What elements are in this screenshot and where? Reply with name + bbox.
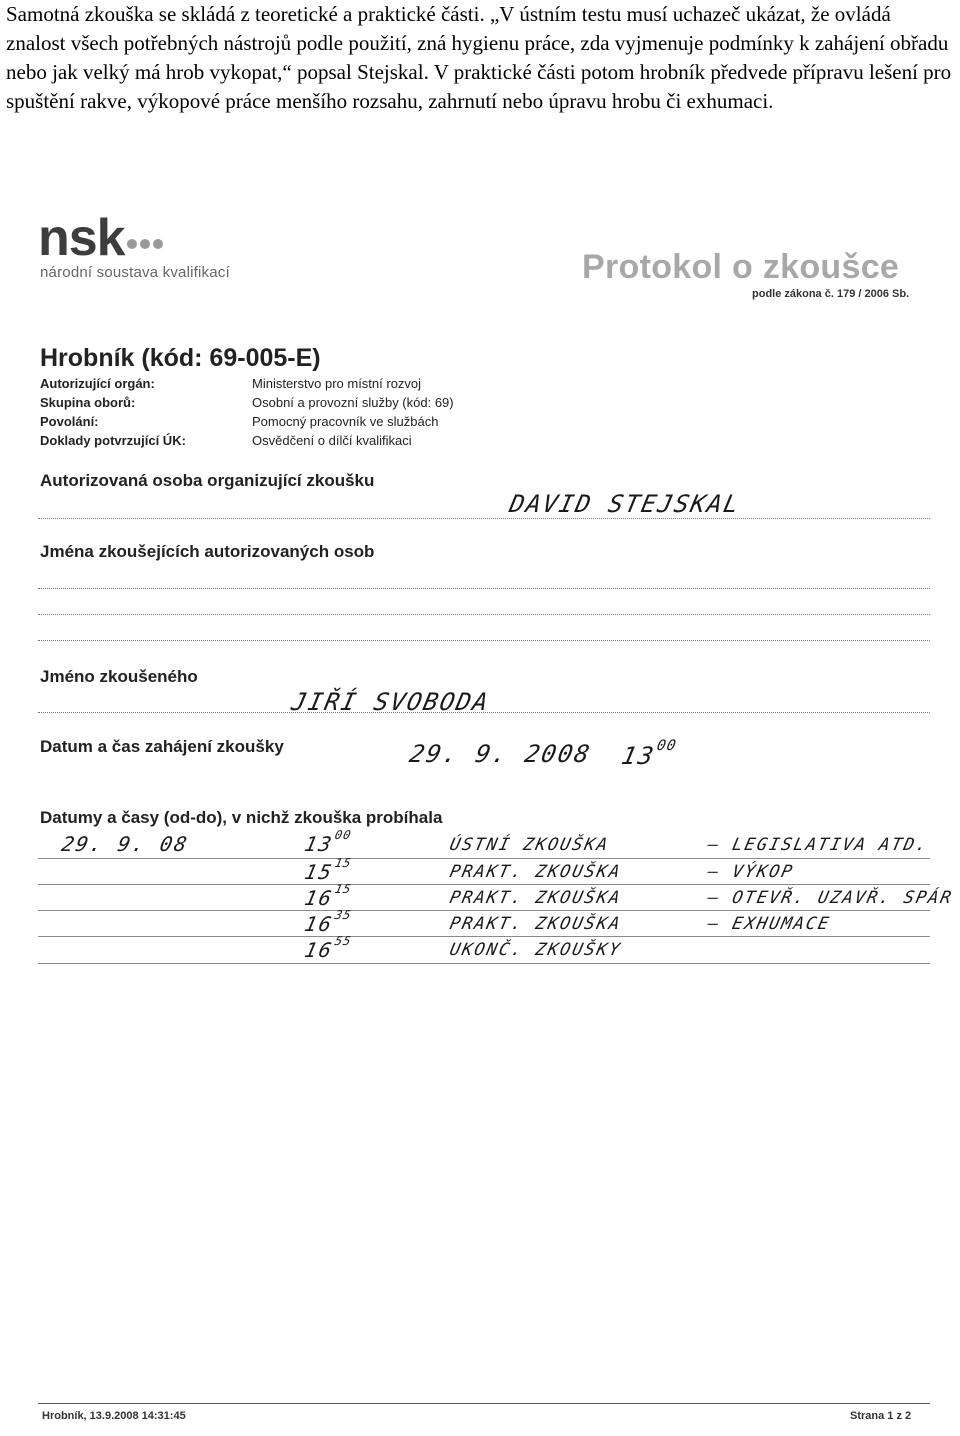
- examiners-label: Jména zkoušejících autorizovaných osob: [40, 542, 375, 561]
- schedule-line: [38, 884, 930, 885]
- info-label-authority: Autorizující orgán:: [40, 376, 155, 391]
- info-value-profession: Pomocný pracovník ve službách: [252, 414, 439, 429]
- schedule-line: [38, 936, 930, 937]
- info-label-profession: Povolání:: [40, 414, 99, 429]
- schedule-label: Datumy a časy (od-do), v nichž zkouška probíhala: [40, 808, 443, 827]
- examinee-line: [38, 712, 930, 713]
- info-label-documents: Doklady potvrzující ÚK:: [40, 433, 186, 448]
- examinee-label: Jméno zkoušeného: [40, 667, 198, 686]
- schedule-time: $16^{35}$: [302, 908, 353, 936]
- occupation-title: Hrobník (kód: 69-005-E): [40, 344, 321, 372]
- start-date: 29. 9. 2008: [407, 740, 594, 768]
- logo-dots-icon: [127, 236, 166, 254]
- schedule-activity: ÚSTNÍ ZKOUŠKA: [447, 835, 612, 855]
- start-time: $13^{00}$: [619, 738, 679, 770]
- schedule-time: $13^{00}$: [302, 828, 353, 856]
- footer-line: [38, 1403, 930, 1404]
- info-value-authority: Ministerstvo pro místní rozvoj: [252, 376, 422, 391]
- start-label: Datum a čas zahájení zkoušky: [40, 737, 284, 756]
- schedule-topic: – VÝKOP: [705, 862, 796, 882]
- schedule-topic: – EXHUMACE: [705, 914, 833, 934]
- examiners-line-1: [38, 588, 930, 589]
- schedule-time: $16^{15}$: [302, 882, 353, 910]
- schedule-activity: PRAKT. ZKOUŠKA: [447, 914, 624, 934]
- schedule-time: $15^{15}$: [302, 856, 353, 884]
- schedule-activity: UKONČ. ZKOUŠKY: [447, 940, 624, 960]
- info-value-documents: Osvědčení o dílčí kvalifikaci: [252, 433, 412, 448]
- schedule-topic: – LEGISLATIVA ATD.: [705, 835, 931, 855]
- schedule-time: $16^{55}$: [302, 934, 353, 962]
- logo-subtitle: národní soustava kvalifikací: [40, 264, 230, 281]
- intro-paragraph: Samotná zkouška se skládá z teoretické a praktické části. „V ústním testu musí uchazeč ukázat, že ovládá znalost všech potřebných nástrojů podle použití, zná hygienu práce, zda vyjmenuje podmínky k zahájení obřadu nebo jak velký má hrob vykopat,“ popsal Stejskal. V praktické části potom hrobník předvede přípravu lešení pro spuštění rakve, výkopové práce menšího rozsahu, zahrnutí nebo úpravu hrobu či exhumaci.: [6, 2, 952, 113]
- organizer-signature: DAVID STEJSKAL: [507, 490, 744, 518]
- organizer-label: Autorizovaná osoba organizující zkoušku: [40, 471, 375, 490]
- organizer-line: [38, 518, 930, 519]
- schedule-activity: PRAKT. ZKOUŠKA: [447, 862, 624, 882]
- examiners-line-2: [38, 614, 930, 615]
- schedule-line: [38, 910, 930, 911]
- logo-text: nsk: [38, 209, 125, 267]
- info-label-field-group: Skupina oborů:: [40, 395, 136, 410]
- footer-page-number: Strana 1 z 2: [850, 1410, 912, 1422]
- schedule-line: [38, 858, 930, 859]
- document-title: Protokol o zkoušce: [582, 248, 900, 286]
- examiners-line-3: [38, 640, 930, 641]
- schedule-line: [38, 963, 930, 964]
- examinee-name: JIŘÍ SVOBODA: [289, 688, 493, 716]
- schedule-topic: – OTEVŘ. UZAVŘ. SPÁR: [705, 888, 955, 908]
- nsk-logo: [38, 209, 166, 267]
- info-value-field-group: Osobní a provozní služby (kód: 69): [252, 395, 454, 410]
- document-law-reference: podle zákona č. 179 / 2006 Sb.: [752, 288, 910, 300]
- footer-document-info: Hrobník, 13.9.2008 14:31:45: [42, 1410, 186, 1422]
- schedule-date: 29. 9. 08: [59, 832, 191, 856]
- schedule-activity: PRAKT. ZKOUŠKA: [447, 888, 624, 908]
